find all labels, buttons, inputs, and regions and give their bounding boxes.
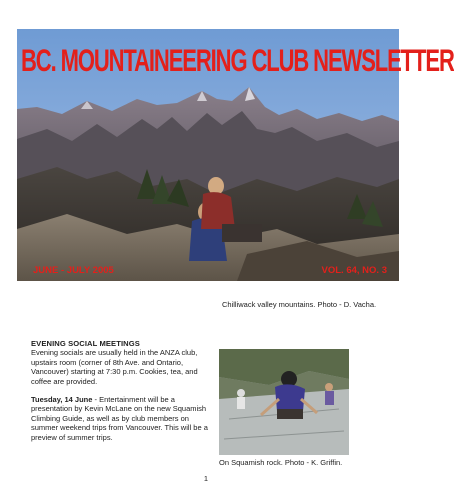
issue-date: JUNE - JULY 2005 [33,265,114,276]
event-date: Tuesday, 14 June [31,395,93,405]
article-heading: EVENING SOCIAL MEETINGS [31,339,140,348]
squamish-photo [219,349,349,455]
page-number: 1 [203,474,209,483]
newsletter-title: BC. MOUNTAINEERING CLUB NEWSLETTER [21,42,454,79]
cover-photo-caption: Chilliwack valley mountains. Photo - D. Vacha. [222,300,377,309]
event-text: - Entertainment will be a presentation by Kevin McLane on the new Squamish Climbing Guide, as well as by club members on summer weekend trips from Vancouver. This will be a preview of summer trips. [31,395,208,442]
article-intro: Evening socials are usually held in the ANZA club, upstairs room (corner of 8th Ave. and Ontario, Vancouver) starting at 7:30 p.m. Cookies, tea, and coffee are provided. [31,348,198,386]
squamish-photo-caption: On Squamish rock. Photo - K. Griffin. [219,458,343,467]
article-event [31,395,214,442]
issue-volume: VOL. 64, NO. 3 [321,265,387,276]
rock-climber-illustration [219,349,349,455]
cover-photo [17,29,454,281]
evening-socials-article [31,339,214,451]
